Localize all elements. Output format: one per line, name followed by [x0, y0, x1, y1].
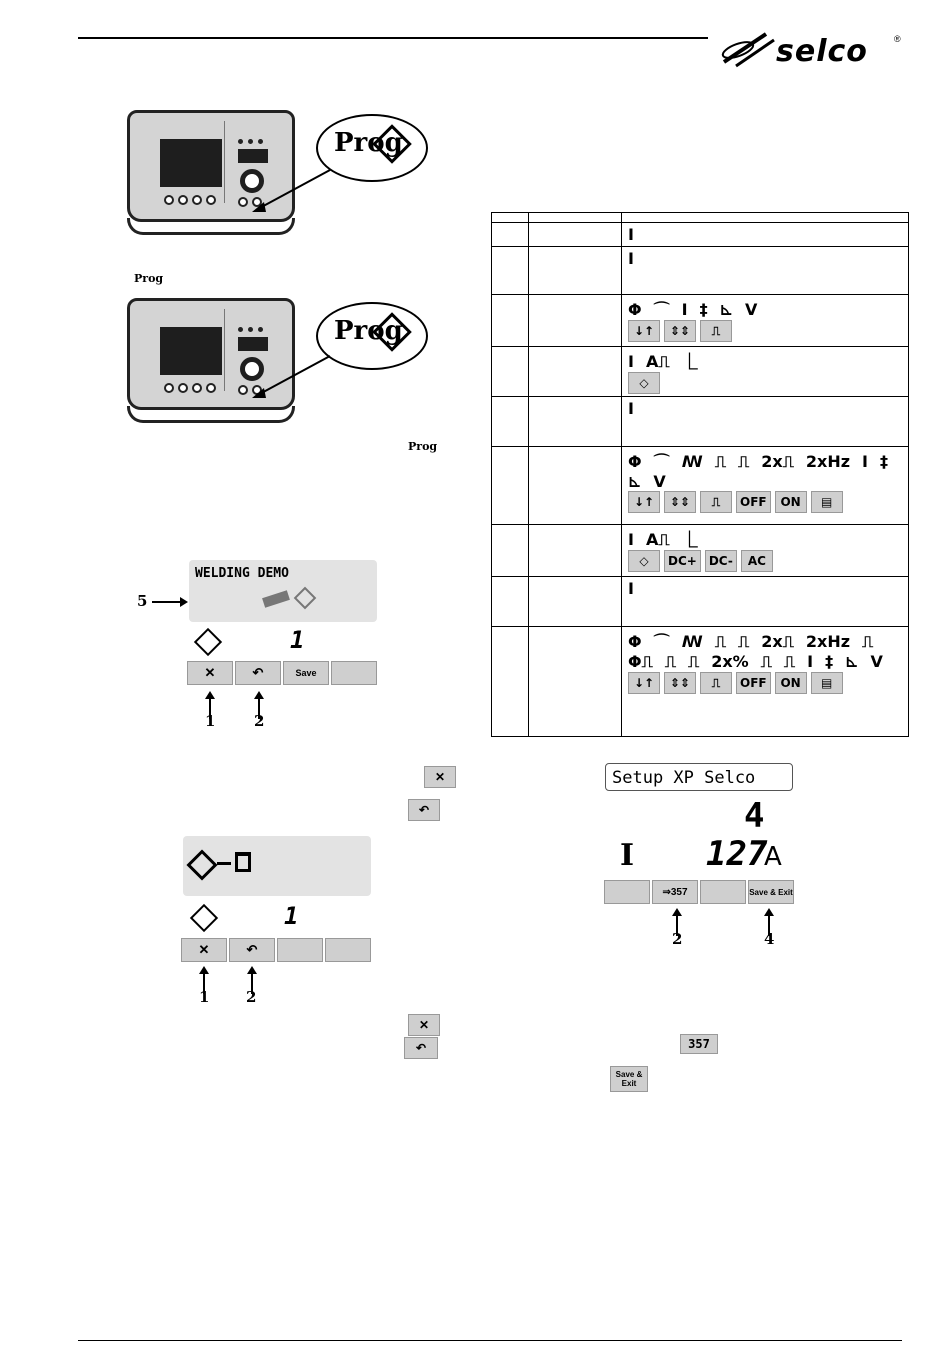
- callout-1: 1: [199, 988, 210, 1006]
- parameter-symbol-icon: ‡: [825, 652, 834, 671]
- parameter-symbol-icon: ⌒: [653, 300, 670, 319]
- table-cell-group: [492, 213, 529, 223]
- table-cell-label: [529, 577, 622, 627]
- prog-diamond-icon: [294, 587, 317, 610]
- parameter-box-icon: DC-: [705, 550, 737, 572]
- table-cell-symbols: [622, 397, 909, 447]
- table-cell-group: [492, 577, 529, 627]
- softkey-undo[interactable]: ↶: [235, 661, 281, 685]
- table-cell-symbols: [622, 627, 909, 737]
- logo-text: selco: [776, 34, 868, 69]
- table-cell-symbols: [622, 223, 909, 247]
- parameter-box-icon: ↓↑: [628, 320, 660, 342]
- table-row: [492, 347, 909, 397]
- table-row: [492, 223, 909, 247]
- save-exit-inline-icon: Save & Exit: [610, 1066, 648, 1092]
- softkey-save-exit[interactable]: Save & Exit: [748, 880, 794, 904]
- parameter-box-icon: ◇: [628, 550, 660, 572]
- parameter-symbol-icon: ⊾: [719, 300, 733, 319]
- parameter-symbol-icon: I: [862, 452, 868, 471]
- parameter-box-icon: ↓↑: [628, 672, 660, 694]
- parameter-symbol-icon: V: [870, 652, 883, 671]
- table-cell-group: [492, 447, 529, 525]
- parameter-box-icon: ⇕⇕: [664, 320, 696, 342]
- softkey-empty[interactable]: [604, 880, 650, 904]
- parameter-symbol-icon: ⎍: [738, 452, 750, 471]
- parameter-symbol-icon: 2x⎍: [761, 632, 794, 651]
- parameter-symbol-icon: ⎿: [681, 530, 698, 549]
- registered-mark: ®: [894, 34, 901, 44]
- table-cell-label: [529, 213, 622, 223]
- parameter-symbol-icon: I: [807, 652, 814, 671]
- prog-small-icon-2: Prog: [408, 440, 438, 453]
- prog-select-icon: [194, 628, 222, 656]
- table-row: [492, 447, 909, 525]
- parameter-box-icon: ⎍: [700, 672, 732, 694]
- parameter-symbol-icon: ⊾: [628, 472, 642, 491]
- table-cell-label: [529, 347, 622, 397]
- table-cell-group: [492, 347, 529, 397]
- table-cell-label: [529, 223, 622, 247]
- parameter-box-icon: ◇: [628, 372, 660, 394]
- value-inline-icon: 357: [680, 1034, 718, 1054]
- parameter-symbol-icon: ⎍: [688, 652, 700, 671]
- table-cell-label: [529, 397, 622, 447]
- parameter-box-icon: ⇕⇕: [664, 672, 696, 694]
- table-cell-group: [492, 525, 529, 577]
- table-row: [492, 525, 909, 577]
- selco-logo: [716, 22, 906, 72]
- parameter-symbol-icon: ⎍: [714, 632, 727, 651]
- prog-select-icon: [190, 904, 218, 932]
- lcd-delete-screen: [183, 836, 371, 896]
- parameter-symbol-icon: ⎿: [681, 352, 698, 371]
- undo-inline-icon: ↶: [408, 799, 440, 821]
- parameter-box-icon: ON: [775, 672, 807, 694]
- parameter-symbol-icon: 2x%: [711, 652, 749, 671]
- parameter-symbol-icon: V: [744, 300, 758, 319]
- table-cell-label: [529, 247, 622, 295]
- table-cell-group: [492, 295, 529, 347]
- softkey-empty[interactable]: [331, 661, 377, 685]
- softkey-value[interactable]: ⇒357: [652, 880, 698, 904]
- cancel-inline-icon: ✕: [424, 766, 456, 788]
- softkey-save[interactable]: Save: [283, 661, 329, 685]
- parameter-symbol-icon: ‡: [880, 452, 888, 471]
- parameter-box-icon: OFF: [736, 672, 771, 694]
- parameter-symbol-icon: A⎍: [645, 530, 670, 549]
- table-row: [492, 577, 909, 627]
- parameter-symbol-icon: ⎍: [664, 652, 677, 671]
- setup-param-unit: A: [764, 842, 782, 872]
- callout-2: 2: [672, 930, 683, 948]
- parameter-table: [491, 212, 909, 737]
- parameter-box-icon: ↓↑: [628, 491, 660, 513]
- parameter-symbol-icon: V: [653, 472, 666, 491]
- delete-prog-number: 1: [284, 902, 299, 930]
- panel-segment-display: [238, 149, 268, 163]
- softkey-cancel[interactable]: ✕: [187, 661, 233, 685]
- pointer-arrow-icon-2: [250, 354, 340, 404]
- header-rule: [78, 37, 708, 39]
- softkey-empty[interactable]: [700, 880, 746, 904]
- parameter-symbol-icon: 2x⎍: [761, 452, 794, 471]
- arrow-right-icon: [217, 862, 231, 865]
- setup-softkey-bar: [604, 880, 794, 904]
- parameter-symbol-icon: I: [628, 225, 634, 244]
- panel-display: [160, 139, 222, 187]
- parameter-symbol-icon: ⎍: [738, 632, 750, 651]
- softkey-empty[interactable]: [325, 938, 371, 962]
- table-cell-symbols: [622, 525, 909, 577]
- table-cell-group: [492, 247, 529, 295]
- parameter-symbol-icon: 2xHz: [805, 452, 851, 471]
- table-row: [492, 213, 909, 223]
- parameter-symbol-icon: I: [628, 352, 634, 371]
- table-cell-symbols: [622, 577, 909, 627]
- table-cell-label: [529, 525, 622, 577]
- table-cell-symbols: [622, 213, 909, 223]
- parameter-symbol-icon: A⎍: [645, 352, 670, 371]
- table-cell-symbols: [622, 295, 909, 347]
- parameter-symbol-icon: 2xHz: [805, 632, 851, 651]
- prog-small-icon: Prog: [134, 272, 164, 285]
- parameter-box-icon: ▤: [811, 672, 843, 694]
- table-row: [492, 397, 909, 447]
- table-cell-label: [529, 447, 622, 525]
- callout-2: 2: [246, 988, 257, 1006]
- parameter-symbol-icon: ⎍: [714, 452, 727, 471]
- undo-inline-icon-2: ↶: [404, 1037, 438, 1059]
- parameter-box-icon: ON: [775, 491, 807, 513]
- table-cell-symbols: [622, 347, 909, 397]
- demo-prog-number: 1: [290, 626, 305, 654]
- callout-5: 5: [137, 592, 148, 610]
- parameter-symbol-icon: I: [628, 399, 634, 418]
- table-cell-symbols: [622, 447, 909, 525]
- parameter-symbol-icon: ꟿ: [681, 632, 703, 651]
- parameter-symbol-icon: Φ: [628, 632, 642, 651]
- setup-param-symbol: I: [620, 838, 635, 873]
- parameter-symbol-icon: I: [681, 300, 688, 319]
- table-cell-label: [529, 627, 622, 737]
- parameter-symbol-icon: ⎍: [783, 652, 796, 671]
- parameter-box-icon: DC+: [664, 550, 701, 572]
- parameter-box-icon: ⇕⇕: [664, 491, 696, 513]
- table-row: [492, 247, 909, 295]
- footer-rule: [78, 1340, 902, 1341]
- demo-softkey-bar: [187, 661, 377, 685]
- demo-title: WELDING DEMO: [195, 566, 289, 581]
- parameter-symbol-icon: ⌒: [653, 452, 670, 471]
- parameter-symbol-icon: ⎍: [760, 652, 772, 671]
- prog-label-2: Prog: [334, 316, 403, 346]
- parameter-symbol-icon: I: [628, 249, 634, 268]
- table-row: [492, 627, 909, 737]
- table-cell-symbols: [622, 247, 909, 295]
- parameter-symbol-icon: ⎍: [862, 632, 874, 651]
- chip-icon: [262, 590, 290, 608]
- parameter-symbol-icon: Φ: [628, 300, 642, 319]
- parameter-symbol-icon: I: [628, 530, 634, 549]
- delete-softkey-bar: [181, 938, 371, 962]
- parameter-symbol-icon: ⊾: [845, 652, 859, 671]
- table-cell-label: [529, 295, 622, 347]
- cancel-inline-icon-2: ✕: [408, 1014, 440, 1036]
- softkey-undo[interactable]: ↶: [229, 938, 275, 962]
- parameter-box-icon: AC: [741, 550, 773, 572]
- softkey-empty[interactable]: [277, 938, 323, 962]
- table-row: [492, 295, 909, 347]
- parameter-symbol-icon: ‡: [699, 300, 708, 319]
- parameter-box-icon: OFF: [736, 491, 771, 513]
- table-cell-group: [492, 627, 529, 737]
- parameter-box-icon: ⎍: [700, 320, 732, 342]
- parameter-symbol-icon: Φ: [628, 452, 642, 471]
- parameter-symbol-icon: ⌒: [653, 632, 670, 651]
- setup-param-value: 127: [706, 834, 768, 874]
- parameter-box-icon: ⎍: [700, 491, 732, 513]
- setup-param-number: 4: [744, 796, 765, 836]
- lcd-demo-screen: [189, 560, 377, 622]
- trash-icon: [235, 852, 251, 872]
- parameter-symbol-icon: Φ⎍: [628, 652, 653, 671]
- parameter-box-icon: ▤: [811, 491, 843, 513]
- softkey-cancel[interactable]: ✕: [181, 938, 227, 962]
- table-cell-group: [492, 397, 529, 447]
- parameter-symbol-icon: I: [628, 579, 634, 598]
- callout-1: 1: [205, 712, 216, 730]
- callout-4: 4: [764, 930, 775, 948]
- prog-diamond-icon: [186, 849, 217, 880]
- setup-title: Setup XP Selco: [605, 763, 793, 791]
- pointer-arrow-icon: [250, 168, 340, 218]
- table-cell-group: [492, 223, 529, 247]
- callout-2: 2: [254, 712, 265, 730]
- parameter-symbol-icon: ꟿ: [681, 452, 703, 471]
- prog-label: Prog: [334, 128, 403, 158]
